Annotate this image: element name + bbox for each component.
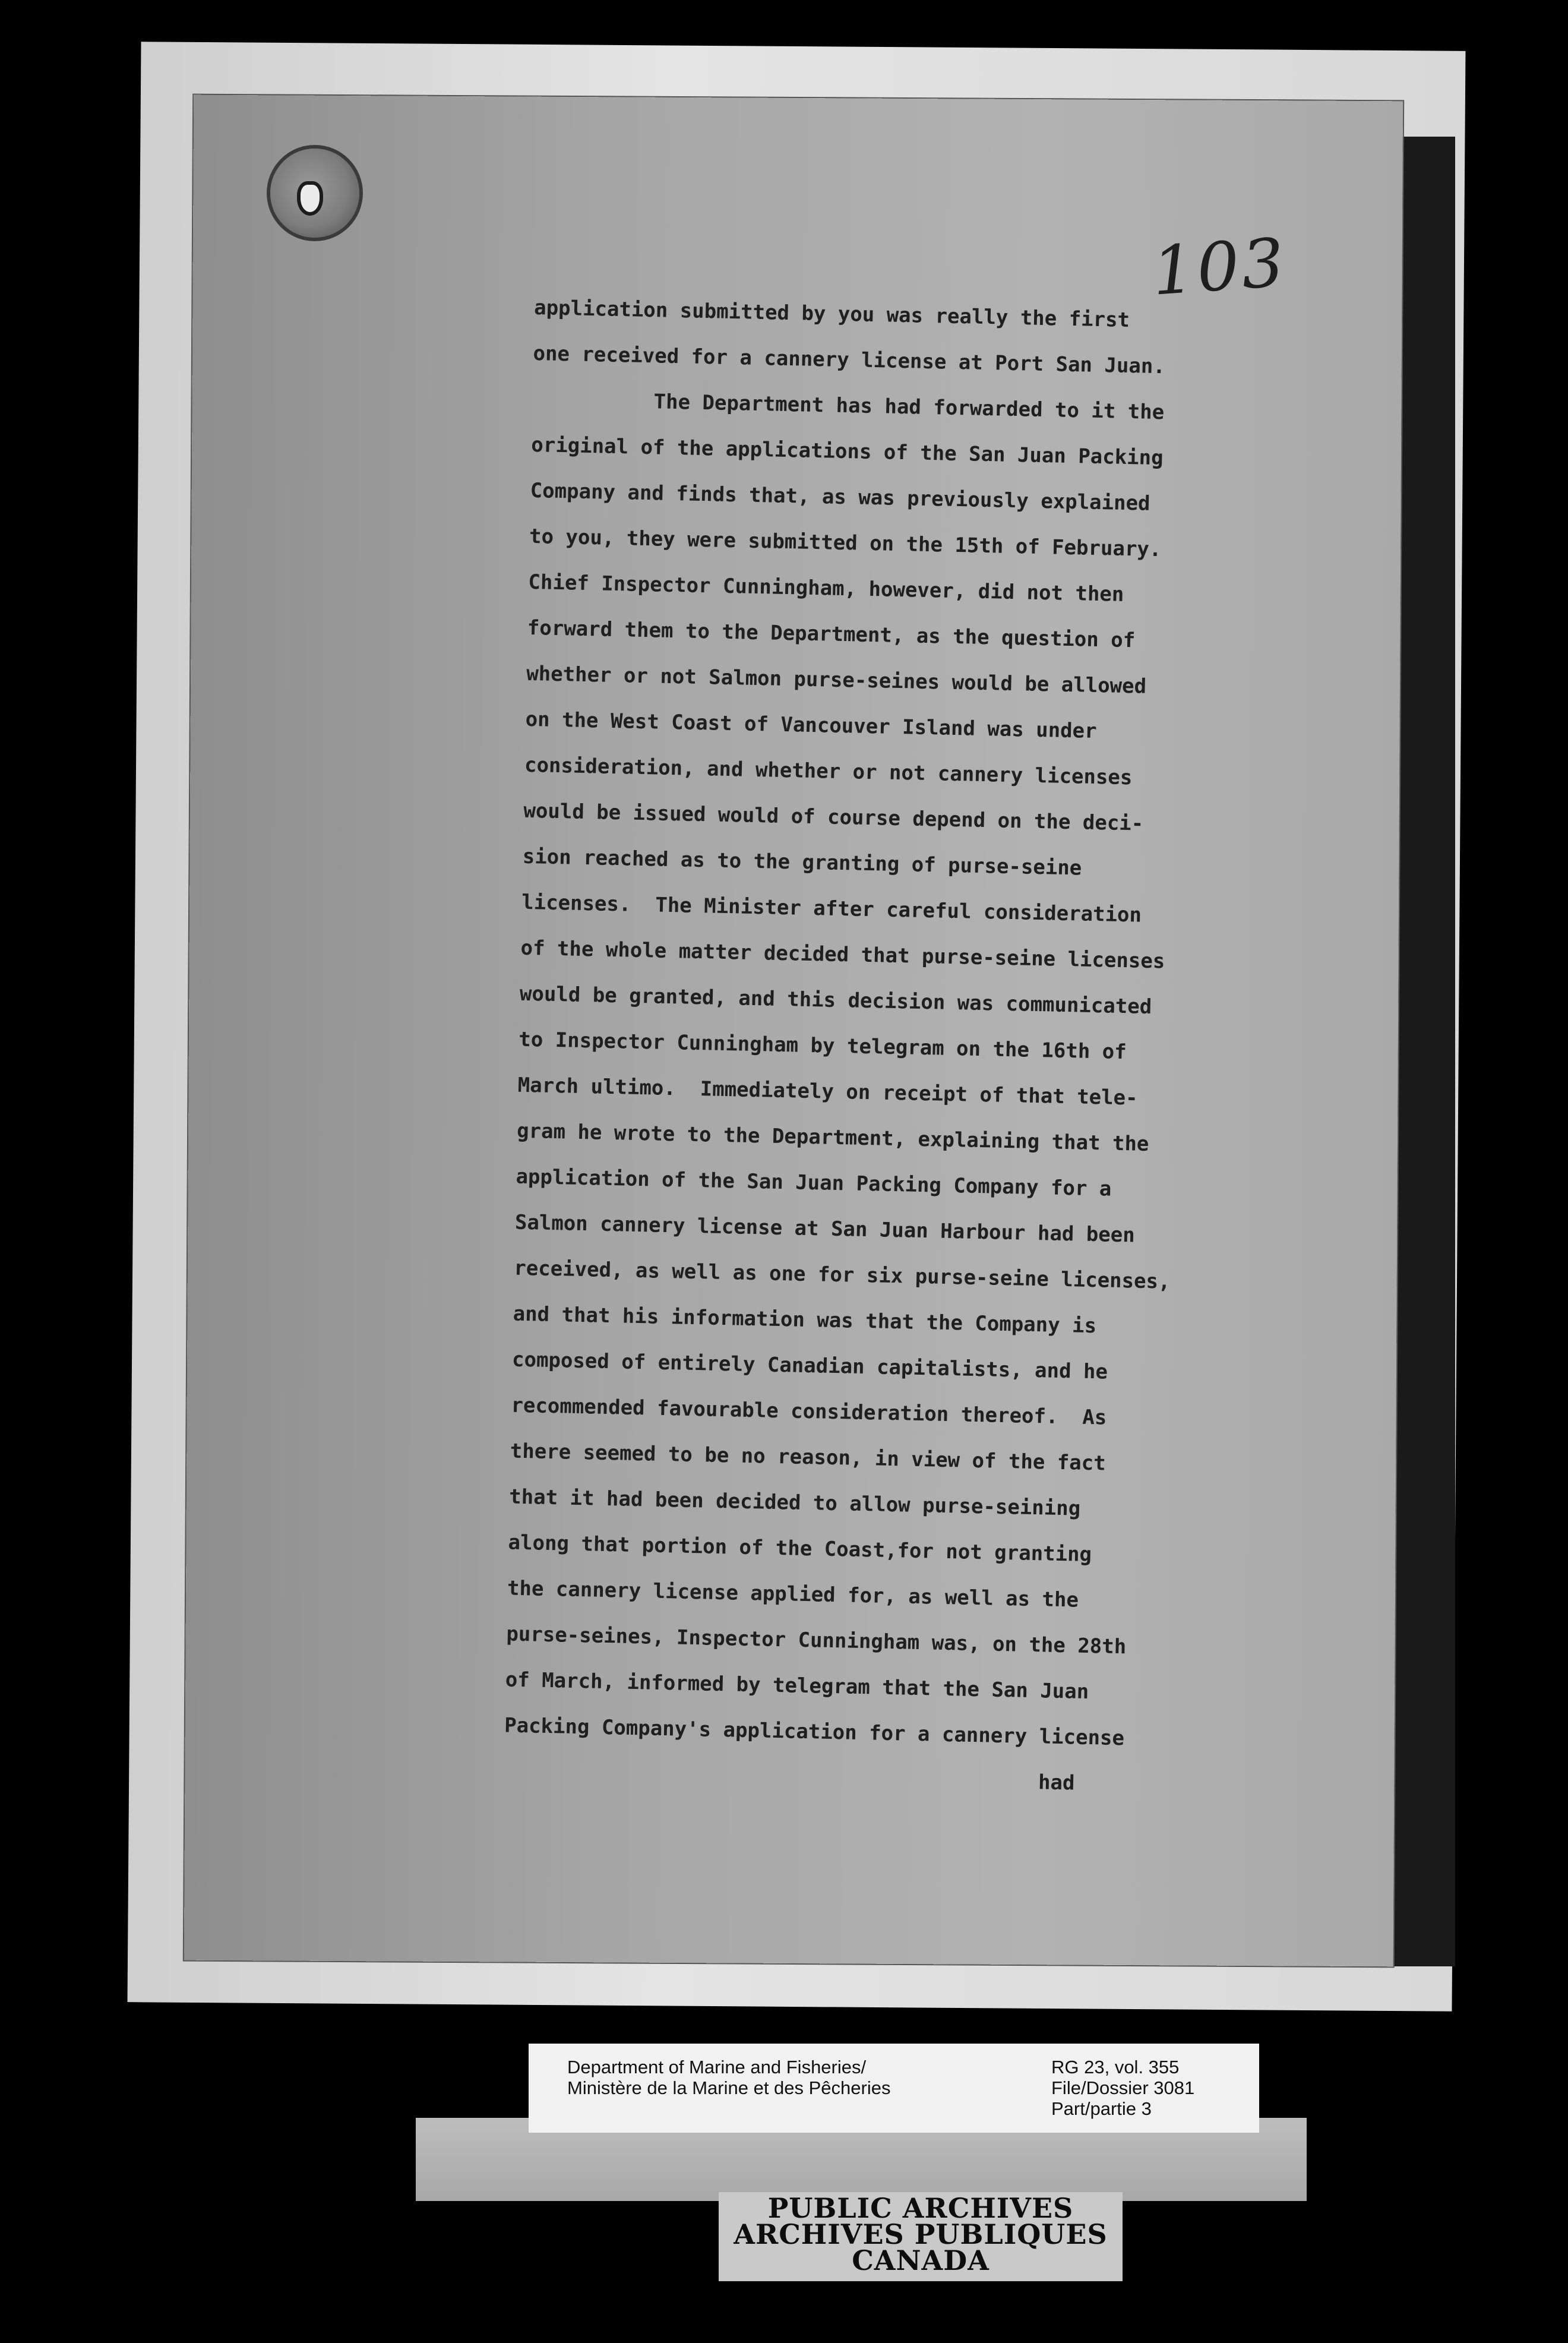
record-group: RG 23, vol. 355 [1051, 2057, 1180, 2077]
text-line: Salmon cannery license at San Juan Harbour had been [514, 1210, 1136, 1248]
stamp-line-2: ARCHIVES PUBLIQUES [734, 2218, 1108, 2250]
text-line: recommended favourable consideration thereof. As [511, 1393, 1107, 1430]
department-english: Department of Marine and Fisheries/ [567, 2057, 867, 2077]
text-line: application submitted by you was really the first [533, 295, 1130, 332]
grommet-hole-icon [297, 181, 323, 216]
text-line: application of the San Juan Packing Company for a [516, 1164, 1112, 1201]
file-number: File/Dossier 3081 [1051, 2077, 1195, 2098]
text-line: sion reached as to the granting of purse-seine [522, 844, 1082, 880]
text-line: gram he wrote to the Department, explaining that the [516, 1119, 1149, 1156]
page-number: 103 [1149, 224, 1289, 311]
public-archives-stamp [713, 2192, 1128, 2276]
text-line: there seemed to be no reason, in view of the fact [510, 1439, 1107, 1476]
text-line: that it had been decided to allow purse-seining [508, 1485, 1081, 1521]
text-line: original of the applications of the San Juan Packing [530, 432, 1164, 471]
text-line: to you, they were submitted on the 15th of February. [529, 524, 1162, 562]
text-line: purse-seines, Inspector Cunningham was, on the 28th [506, 1622, 1127, 1659]
text-line: Packing Company's application for a cannery license [504, 1713, 1125, 1751]
text-line: forward them to the Department, as the question of [527, 615, 1136, 653]
letter-body [503, 285, 1319, 1811]
text-line: consideration, and whether or not cannery licenses [524, 753, 1133, 790]
text-line: would be issued would of course depend on the deci- [523, 798, 1144, 836]
part-number: Part/partie 3 [1051, 2098, 1152, 2119]
text-line: one received for a cannery license at Port San Juan. [533, 341, 1166, 379]
text-line: of March, informed by telegram that the San Juan [505, 1668, 1089, 1704]
text-line: and that his information was that the Company is [513, 1302, 1097, 1338]
department-french: Ministère de la Marine et des Pêcheries [567, 2077, 891, 2098]
text-line: along that portion of the Coast,for not granting [508, 1530, 1092, 1567]
text-line: licenses. The Minister after careful consideration [521, 890, 1142, 927]
archive-department [567, 2057, 890, 2098]
text-line: The Department has had forwarded to it the [532, 387, 1165, 425]
stamp-line-1: PUBLIC ARCHIVES [767, 2192, 1074, 2224]
text-line: had [503, 1759, 1075, 1795]
text-line: of the whole matter decided that purse-seine licenses [520, 936, 1165, 974]
text-line: to Inspector Cunningham by telegram on the 16th of [518, 1027, 1127, 1065]
text-line: would be granted, and this decision was communicated [519, 981, 1152, 1019]
text-line: received, as well as one for six purse-seine licenses, [513, 1256, 1171, 1294]
text-line: whether or not Salmon purse-seines would be allowed [526, 661, 1147, 699]
text-line: Chief Inspector Cunningham, however, did not then [528, 570, 1124, 607]
text-line: Company and finds that, as was previously explained [530, 478, 1150, 516]
stamp-line-3: CANADA [852, 2244, 990, 2276]
text-line: the cannery license applied for, as well as the [507, 1576, 1079, 1612]
text-line: March ultimo. Immediately on receipt of that tele- [517, 1073, 1138, 1110]
archive-reference [1051, 2057, 1194, 2119]
text-line: on the West Coast of Vancouver Island was under [525, 707, 1097, 743]
text-line: composed of entirely Canadian capitalists, and he [511, 1347, 1108, 1384]
